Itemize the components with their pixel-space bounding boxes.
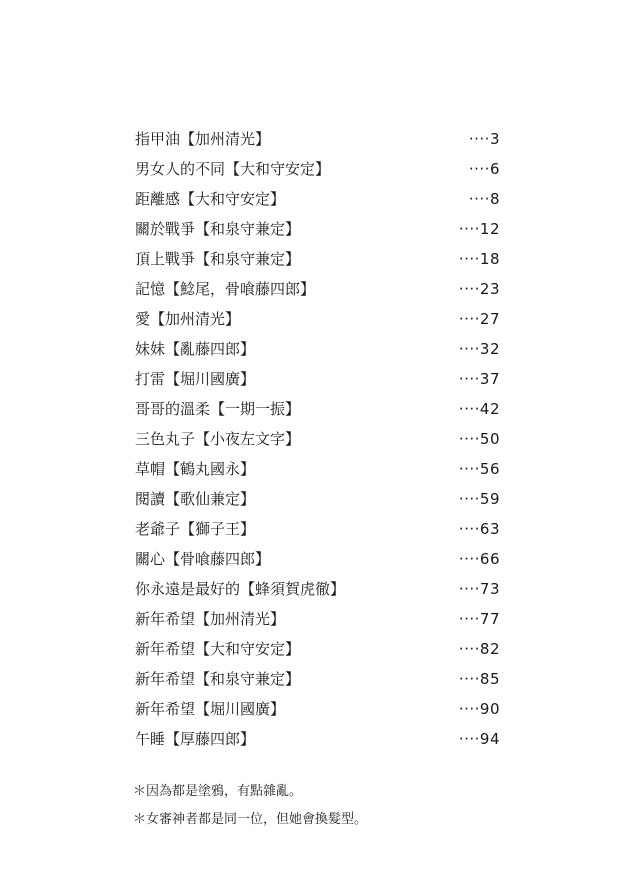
toc-entry-title: 三色丸子【小夜左文字】 (135, 430, 301, 448)
footnote-line: ＊女審神者都是同一位，但她會換髮型。 (133, 812, 368, 827)
toc-entry-title: 關於戰爭【和泉守兼定】 (135, 220, 301, 238)
toc-entry (135, 424, 500, 454)
toc-entry-title: 頂上戰爭【和泉守兼定】 (135, 250, 301, 268)
toc-entry (135, 664, 500, 694)
toc-entry-title: 打雷【堀川國廣】 (135, 370, 256, 388)
toc-entry-page: ····8 (468, 190, 500, 208)
toc-entry-title: 指甲油【加州清光】 (135, 130, 271, 148)
toc-entry (135, 334, 500, 364)
toc-entry (135, 394, 500, 424)
toc-entry-page: ····73 (458, 580, 500, 598)
toc-entry-page: ····94 (458, 730, 500, 748)
toc-entry-page: ····12 (458, 220, 500, 238)
toc-entry-title: 新年希望【加州清光】 (135, 610, 286, 628)
toc-entry (135, 574, 500, 604)
toc-entry (135, 274, 500, 304)
toc-entry-title: 新年希望【堀川國廣】 (135, 700, 286, 718)
toc-entry (135, 214, 500, 244)
toc-entry-page: ····82 (458, 640, 500, 658)
toc-entry-page: ····42 (458, 400, 500, 418)
toc-entry (135, 124, 500, 154)
toc-entry (135, 484, 500, 514)
toc-entry-title: 老爺子【獅子王】 (135, 520, 256, 538)
toc-entry-page: ····27 (458, 310, 500, 328)
toc-entry (135, 304, 500, 334)
toc-entry (135, 724, 500, 754)
toc-entry (135, 634, 500, 664)
toc-entry-title: 關心【骨喰藤四郎】 (135, 550, 271, 568)
toc-entry (135, 694, 500, 724)
toc-entry (135, 514, 500, 544)
toc-entry-page: ····63 (458, 520, 500, 538)
toc-entry (135, 364, 500, 394)
toc-entry-title: 男女人的不同【大和守安定】 (135, 160, 331, 178)
toc-entry-page: ····77 (458, 610, 500, 628)
toc-entry-title: 閱讀【歌仙兼定】 (135, 490, 256, 508)
toc-entry-page: ····56 (458, 460, 500, 478)
footnote-line: ＊因為都是塗鴉，有點雜亂。 (133, 784, 303, 799)
toc-entry-page: ····23 (458, 280, 500, 298)
toc-entry-page: ····18 (458, 250, 500, 268)
toc-entry-page: ····66 (458, 550, 500, 568)
toc-entry-page: ····3 (468, 130, 500, 148)
toc-entry (135, 454, 500, 484)
footnotes (133, 778, 367, 834)
toc-entry (135, 184, 500, 214)
toc-entry-page: ····50 (458, 430, 500, 448)
toc-entry-page: ····90 (458, 700, 500, 718)
toc-entry-title: 距離感【大和守安定】 (135, 190, 286, 208)
toc-entry-page: ····59 (458, 490, 500, 508)
toc-entry-title: 哥哥的溫柔【一期一振】 (135, 400, 301, 418)
toc-entry-title: 午睡【厚藤四郎】 (135, 730, 256, 748)
toc-entry-title: 新年希望【大和守安定】 (135, 640, 301, 658)
toc-entry-title: 妹妹【亂藤四郎】 (135, 340, 256, 358)
toc-entry (135, 154, 500, 184)
toc-entry-title: 你永遠是最好的【蜂須賀虎徹】 (135, 580, 346, 598)
toc-entry-page: ····6 (468, 160, 500, 178)
toc-entry-title: 草帽【鶴丸國永】 (135, 460, 256, 478)
toc-entry (135, 604, 500, 634)
toc-entry-title: 新年希望【和泉守兼定】 (135, 670, 301, 688)
toc-entry-page: ····32 (458, 340, 500, 358)
table-of-contents (135, 124, 500, 754)
toc-entry-page: ····37 (458, 370, 500, 388)
toc-entry-title: 愛【加州清光】 (135, 310, 241, 328)
toc-entry (135, 244, 500, 274)
toc-entry-title: 記憶【鯰尾，骨喰藤四郎】 (135, 280, 316, 298)
toc-entry-page: ····85 (458, 670, 500, 688)
toc-entry (135, 544, 500, 574)
